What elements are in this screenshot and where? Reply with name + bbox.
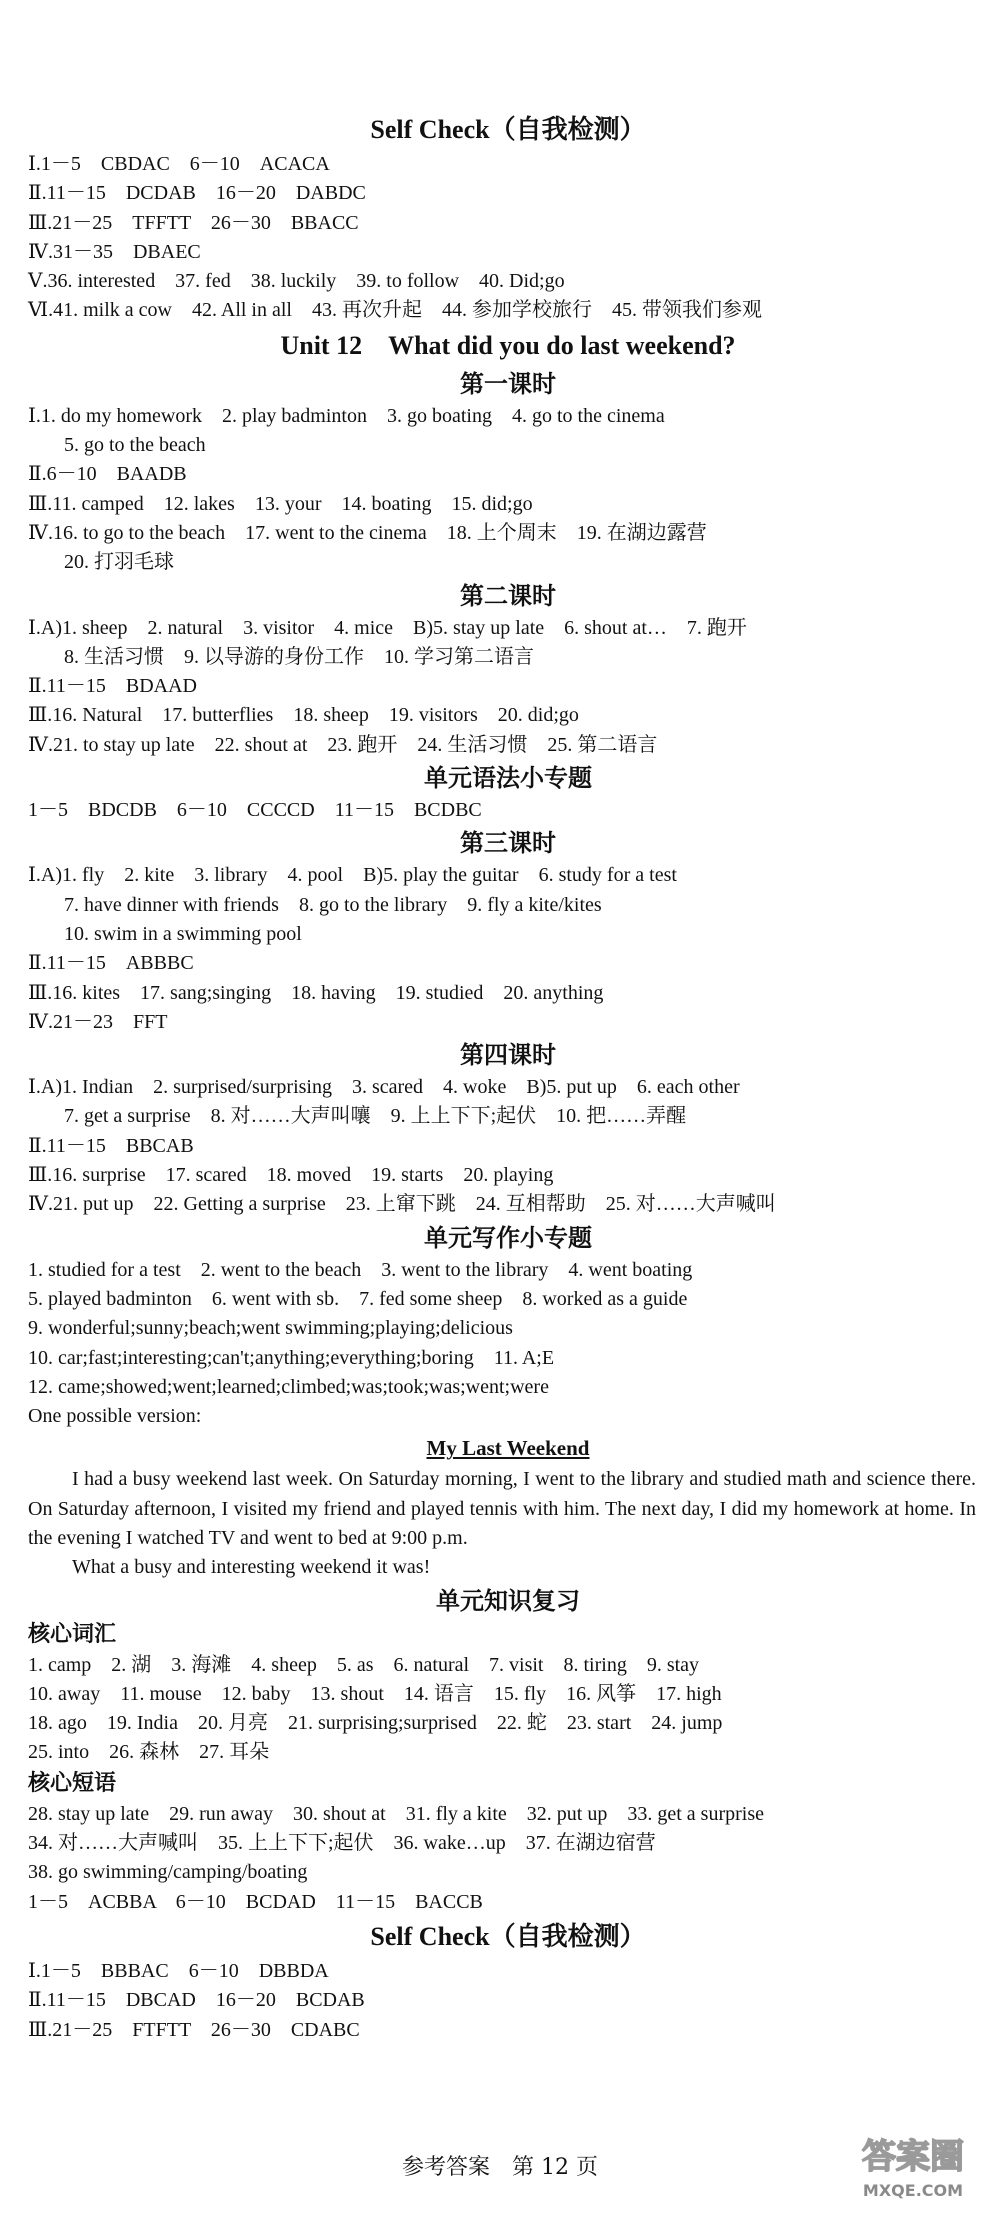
answer-line: 1－5 BDCDB 6－10 CCCCD 11－15 BCDBC [28,799,482,822]
self-check-title: Self Check（自我检测） [370,115,646,144]
answer-line: One possible version: [28,1405,202,1428]
answer-line: Ⅱ.11－15 BDAAD [28,675,197,698]
answer-line: 20. 打羽毛球 [64,551,174,574]
answer-line: Ⅴ.36. interested 37. fed 38. luckily 39. to follow 40. Did;go [28,270,565,293]
phrase-heading: 核心短语 [28,1770,117,1796]
answer-line: 10. car;fast;interesting;can't;anything;everything;boring 11. A;E [28,1346,555,1369]
answer-line: 5. played badminton 6. went with sb. 7. fed some sheep 8. worked as a guide [28,1287,688,1310]
svg-text:答案圈: 答案圈 [862,2137,964,2177]
answer-line: Ⅳ.16. to go to the beach 17. went to the cinema 18. 上个周末 19. 在湖边露营 [28,521,707,544]
answer-line: 1－5 ACBBA 6－10 BCDAD 11－15 BACCB [28,1890,483,1913]
vocab-heading: 核心词汇 [28,1621,117,1647]
answer-line: 25. into 26. 森林 27. 耳朵 [28,1741,270,1764]
answer-line: 7. get a surprise 8. 对……大声叫嚷 9. 上上下下;起伏 10. 把……弄醒 [64,1105,687,1128]
answer-line: 12. came;showed;went;learned;climbed;was;took;was;went;were [28,1375,549,1398]
lesson3-answers [28,861,988,1037]
answer-line: Ⅰ.A)1. sheep 2. natural 3. visitor 4. mice B)5. stay up late 6. shout at… 7. 跑开 [28,616,747,639]
lesson3-title: 第三课时 [460,829,556,858]
self-check-title-2: Self Check（自我检测） [370,1921,646,1951]
self-check-answers [28,150,988,326]
answer-line: 10. swim in a swimming pool [64,922,302,945]
answer-line: Ⅲ.21－25 TFFTT 26－30 BBACC [28,211,359,234]
answer-line: Ⅲ.16. Natural 17. butterflies 18. sheep 19. visitors 20. did;go [28,704,579,727]
answer-line: Ⅵ.41. milk a cow 42. All in all 43. 再次升起 44. 参加学校旅行 45. 带领我们参观 [28,299,762,322]
phrase-answers [28,1800,988,1917]
answer-line: Ⅲ.16. surprise 17. scared 18. moved 19. starts 20. playing [28,1164,554,1187]
grammar-answers [28,796,988,825]
answer-line: Ⅰ.1－5 CBDAC 6－10 ACACA [28,153,330,175]
answer-line: Ⅱ.6－10 BAADB [28,463,187,486]
answer-line: Ⅳ.21. to stay up late 22. shout at 23. 跑开 24. 生活习惯 25. 第二语言 [28,733,658,756]
lesson1-answers [28,402,988,578]
writing-answers [28,1256,988,1432]
answer-line: 5. go to the beach [64,434,206,457]
answer-line: Ⅰ.1. do my homework 2. play badminton 3. go boating 4. go to the cinema [28,404,665,427]
writing-title: 单元写作小专题 [424,1223,592,1252]
answer-line: Ⅰ.A)1. fly 2. kite 3. library 4. pool B)5. play the guitar 6. study for a test [28,864,677,887]
review-title: 单元知识复习 [436,1586,580,1615]
answer-line: Ⅰ.A)1. Indian 2. surprised/surprising 3. scared 4. woke B)5. put up 6. each other [28,1076,740,1099]
answer-line: Ⅳ.21. put up 22. Getting a surprise 23. 上窜下跳 24. 互相帮助 25. 对……大声喊叫 [28,1193,776,1216]
answer-line: 9. wonderful;sunny;beach;went swimming;playing;delicious [28,1317,513,1340]
answer-line: Ⅱ.11－15 DBCAD 16－20 BCDAB [28,1989,365,2012]
watermark-logo [838,2124,988,2204]
grammar-title: 单元语法小专题 [424,764,592,793]
answer-line: 8. 生活习惯 9. 以导游的身份工作 10. 学习第二语言 [64,645,534,668]
self-check-answers-2 [28,1957,988,2045]
lesson4-answers [28,1073,988,1219]
answer-line: Ⅲ.16. kites 17. sang;singing 18. having 19. studied 20. anything [28,981,604,1004]
lesson2-title: 第二课时 [460,581,556,610]
essay-paragraph: I had a busy weekend last week. On Saturday morning, I went to the library and studied math and science there. On Saturday afternoon, I visited my friend and played tennis with him. The next day, I did my homework at home. In the evening I watched TV and went to bed at 9:00 p.m. [28,1468,976,1549]
lesson1-title: 第一课时 [460,369,556,398]
lesson4-title: 第四课时 [460,1041,556,1070]
unit-title: Unit 12 What did you do last weekend? [280,330,736,360]
answer-line: Ⅲ.21－25 FTFTT 26－30 CDABC [28,2018,360,2041]
answer-line: 18. ago 19. India 20. 月亮 21. surprising;surprised 22. 蛇 23. start 24. jump [28,1712,723,1735]
answer-line: Ⅰ.1－5 BBBAC 6－10 DBBDA [28,1959,329,1982]
answer-line: Ⅳ.21－23 FFT [28,1010,168,1033]
answer-page [28,110,988,2045]
answer-line: 1. studied for a test 2. went to the beach 3. went to the library 4. went boating [28,1258,693,1281]
answer-line: 28. stay up late 29. run away 30. shout at 31. fly a kite 32. put up 33. get a surprise [28,1802,764,1825]
answer-line: Ⅱ.11－15 ABBBC [28,952,194,975]
answer-line: Ⅳ.31－35 DBAEC [28,240,201,263]
svg-text:MXQE.COM: MXQE.COM [862,2181,964,2200]
answer-line: Ⅱ.11－15 DCDAB 16－20 DABDC [28,182,366,205]
answer-line: Ⅱ.11－15 BBCAB [28,1134,194,1157]
answer-line: 38. go swimming/camping/boating [28,1861,308,1884]
essay-title: My Last Weekend [426,1436,590,1461]
answer-line: 10. away 11. mouse 12. baby 13. shout 14. 语言 15. fly 16. 风筝 17. high [28,1682,722,1705]
vocab-answers [28,1651,988,1768]
answer-line: 34. 对……大声喊叫 35. 上上下下;起伏 36. wake…up 37. 在湖边宿营 [28,1832,656,1855]
lesson2-answers [28,614,988,760]
answer-line: 7. have dinner with friends 8. go to the library 9. fly a kite/kites [64,893,602,916]
essay-paragraph: What a busy and interesting weekend it was! [72,1556,431,1579]
page-footer: 参考答案 第 12 页 [402,2155,598,2180]
answer-line: Ⅲ.11. camped 12. lakes 13. your 14. boating 15. did;go [28,492,533,515]
answer-line: 1. camp 2. 湖 3. 海滩 4. sheep 5. as 6. natural 7. visit 8. tiring 9. stay [28,1653,700,1676]
